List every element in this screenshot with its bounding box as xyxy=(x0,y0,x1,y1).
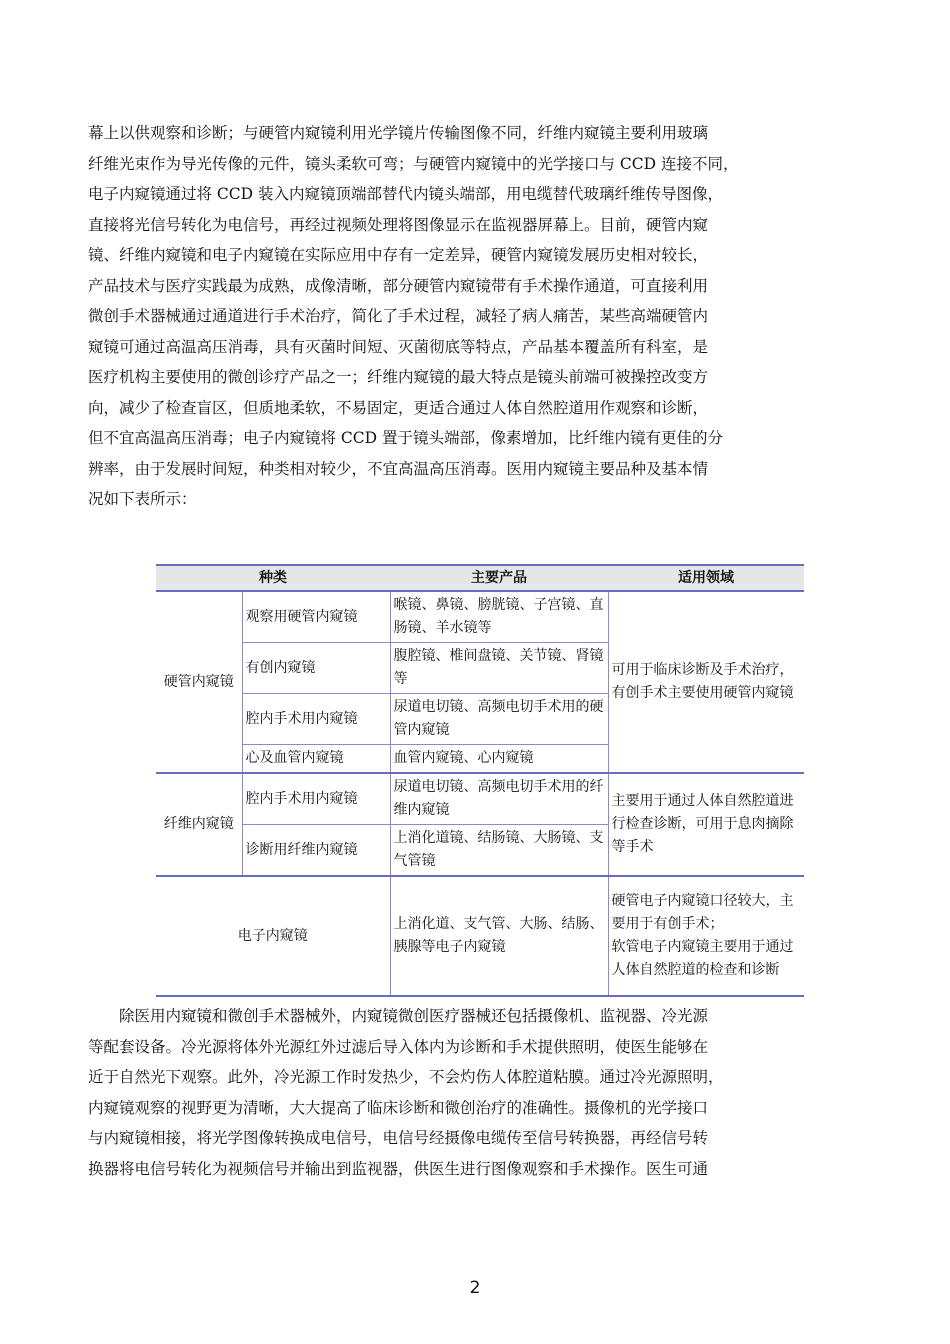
products-cell: 喉镜、鼻镜、膀胱镜、子宫镜、直肠镜、羊水镜等 xyxy=(390,591,608,643)
products-cell: 血管内窥镜、心内窥镜 xyxy=(390,745,608,774)
text-line: 纤维光束作为导光传像的元件，镜头柔软可弯；与硬管内窥镜中的光学接口与 CCD 连接不同， xyxy=(88,154,739,173)
endoscope-types-table xyxy=(156,564,804,997)
text-line: 电子内窥镜通过将 CCD 装入内窥镜顶端部替代内镜头端部，用电缆替代玻璃纤维传导图像， xyxy=(88,185,724,203)
table-row xyxy=(156,591,804,643)
text-line: 微创手术器械通过通道进行手术治疗，简化了手术过程，减轻了病人痛苦，某些高端硬管内 xyxy=(88,307,709,325)
paragraph-equipment xyxy=(88,1001,864,1184)
text-line: 等配套设备。冷光源将体外光源红外过滤后导入体内为诊断和手术提供照明，使医生能够在 xyxy=(88,1037,709,1056)
text-line: 内窥镜观察的视野更为清晰，大大提高了临床诊断和微创治疗的准确性。摄像机的光学接口 xyxy=(88,1098,709,1117)
text-line: 镜、纤维内窥镜和电子内窥镜在实际应用中存有一定差异，硬管内窥镜发展历史相对较长， xyxy=(88,246,709,264)
products-cell: 尿道电切镜、高频电切手术用的纤维内窥镜 xyxy=(390,773,608,825)
subtype-cell: 腔内手术用内窥镜 xyxy=(242,694,390,745)
products-cell: 尿道电切镜、高频电切手术用的硬管内窥镜 xyxy=(390,694,608,745)
domain-cell: 主要用于通过人体自然腔道进行检查诊断，可用于息肉摘除等手术 xyxy=(608,773,804,876)
group-rigid: 硬管内窥镜 xyxy=(156,591,242,773)
text-line: 辨率，由于发展时间短，种类相对较少，不宜高温高压消毒。医用内窥镜主要品种及基本情 xyxy=(88,459,709,478)
subtype-cell: 观察用硬管内窥镜 xyxy=(242,591,390,643)
text-line: 医疗机构主要使用的微创诊疗产品之一；纤维内窥镜的最大特点是镜头前端可被操控改变方 xyxy=(88,368,709,386)
text-line: 与内窥镜相接，将光学图像转换成电信号，电信号经摄像电缆传至信号转换器，再经信号转 xyxy=(88,1129,709,1147)
subtype-cell: 腔内手术用内窥镜 xyxy=(242,773,390,825)
text-line: 但不宜高温高压消毒；电子内窥镜将 CCD 置于镜头端部，像素增加，比纤维内镜有更佳的分 xyxy=(88,429,724,447)
endoscope-table xyxy=(156,564,804,997)
header-type: 种类 xyxy=(156,565,390,591)
domain-cell xyxy=(608,876,804,996)
domain-line: 软管电子内窥镜主要用于通过人体自然腔道的检查和诊断 xyxy=(611,939,794,978)
text-line: 产品技术与医疗实践最为成熟，成像清晰，部分硬管内窥镜带有手术操作通道，可直接利用 xyxy=(88,276,709,295)
products-cell: 上消化道镜、结肠镜、大肠镜、支气管镜 xyxy=(390,825,608,877)
text-line: 直接将光信号转化为电信号，再经过视频处理将图像显示在监视器屏幕上。目前，硬管内窥 xyxy=(88,215,709,234)
text-line: 况如下表所示： xyxy=(88,490,197,508)
products-cell: 上消化道、支气管、大肠、结肠、胰腺等电子内窥镜 xyxy=(390,876,608,996)
domain-cell: 可用于临床诊断及手术治疗，有创手术主要使用硬管内窥镜 xyxy=(608,591,804,773)
table-row xyxy=(156,876,804,996)
subtype-cell: 心及血管内窥镜 xyxy=(242,745,390,774)
header-products: 主要产品 xyxy=(390,565,608,591)
text-line: 幕上以供观察和诊断；与硬管内窥镜利用光学镜片传输图像不同，纤维内窥镜主要利用玻璃 xyxy=(88,124,709,142)
page-number: 2 xyxy=(469,1278,481,1298)
paragraph-intro xyxy=(88,118,864,515)
table-header-row xyxy=(156,565,804,591)
text-line: 窥镜可通过高温高压消毒，具有灭菌时间短、灭菌彻底等特点，产品基本覆盖所有科室，是 xyxy=(88,337,709,356)
text-line: 近于自然光下观察。此外，冷光源工作时发热少，不会灼伤人体腔道粘膜。通过冷光源照明， xyxy=(88,1068,724,1086)
group-fiber: 纤维内窥镜 xyxy=(156,773,242,876)
text-line: 换器将电信号转化为视频信号并输出到监视器，供医生进行图像观察和手术操作。医生可通 xyxy=(88,1159,709,1178)
subtype-cell: 诊断用纤维内窥镜 xyxy=(242,825,390,877)
products-cell: 腹腔镜、椎间盘镜、关节镜、肾镜等 xyxy=(390,643,608,694)
subtype-cell: 有创内窥镜 xyxy=(242,643,390,694)
header-domain: 适用领域 xyxy=(608,565,804,591)
table-row xyxy=(156,773,804,825)
text-line: 除医用内窥镜和微创手术器械外，内窥镜微创医疗器械还包括摄像机、监视器、冷光源 xyxy=(119,1007,709,1025)
group-electronic: 电子内窥镜 xyxy=(156,876,390,996)
domain-line: 硬管电子内窥镜口径较大，主要用于有创手术； xyxy=(611,893,794,932)
text-line: 向，减少了检查盲区，但质地柔软，不易固定，更适合通过人体自然腔道用作观察和诊断， xyxy=(88,398,709,417)
